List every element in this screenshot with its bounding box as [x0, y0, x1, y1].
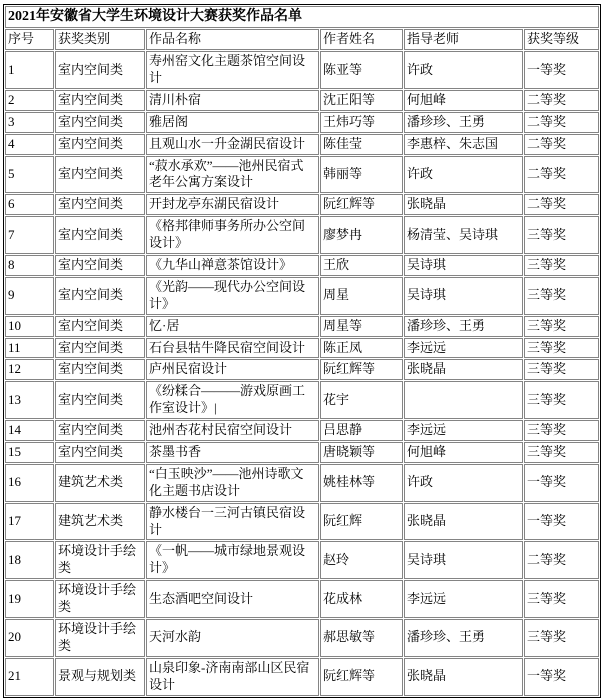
- cell-advisors: [404, 381, 523, 419]
- table-row: [5, 51, 599, 89]
- cell-index: 21: [5, 658, 54, 696]
- table-row: [5, 503, 599, 541]
- cell-authors: 陈佳莹: [320, 134, 403, 155]
- cell-advisors: 吴诗琪: [404, 277, 523, 315]
- cell-index: 11: [5, 338, 54, 359]
- table-row: [5, 420, 599, 441]
- cell-authors: 王炜巧等: [320, 112, 403, 133]
- cell-category: 室内空间类: [55, 442, 145, 463]
- cell-authors: 吕思静: [320, 420, 403, 441]
- table-row: [5, 112, 599, 133]
- table-row: [5, 658, 599, 696]
- cell-work-title: 石台县牯牛降民宿空间设计: [146, 338, 319, 359]
- cell-work-title: 静水楼台一三河古镇民宿设计: [146, 503, 319, 541]
- table-row: [5, 338, 599, 359]
- cell-index: 4: [5, 134, 54, 155]
- table-row: [5, 359, 599, 380]
- table-row: [5, 156, 599, 194]
- table-row: [5, 541, 599, 579]
- cell-work-title: 《一帆——城市绿地景观设计》: [146, 541, 319, 579]
- column-header-index: 序号: [5, 29, 54, 50]
- cell-work-title: 《纷糅合———游戏原画工作室设计》|: [146, 381, 319, 419]
- awards-table: [3, 4, 601, 698]
- table-row: [5, 277, 599, 315]
- cell-category: 环境设计手绘类: [55, 580, 145, 618]
- cell-work-title: 茶墨书香: [146, 442, 319, 463]
- table-row: [5, 464, 599, 502]
- cell-award-level: 二等奖: [524, 194, 599, 215]
- cell-work-title: 山泉印象-济南南部山区民宿设计: [146, 658, 319, 696]
- cell-category: 室内空间类: [55, 255, 145, 276]
- cell-authors: 沈正阳等: [320, 90, 403, 111]
- cell-authors: 阮红辉: [320, 503, 403, 541]
- cell-index: 8: [5, 255, 54, 276]
- cell-award-level: 二等奖: [524, 90, 599, 111]
- cell-work-title: 寿州窑文化主题茶馆空间设计: [146, 51, 319, 89]
- table-row: [5, 255, 599, 276]
- cell-award-level: 二等奖: [524, 112, 599, 133]
- cell-work-title: 池州杏花村民宿空间设计: [146, 420, 319, 441]
- table-row: [5, 90, 599, 111]
- cell-authors: 花成林: [320, 580, 403, 618]
- cell-award-level: 三等奖: [524, 216, 599, 254]
- cell-award-level: 一等奖: [524, 503, 599, 541]
- cell-award-level: 三等奖: [524, 277, 599, 315]
- cell-authors: 王欣: [320, 255, 403, 276]
- cell-authors: 韩丽等: [320, 156, 403, 194]
- cell-index: 17: [5, 503, 54, 541]
- column-header-advisors: 指导老师: [404, 29, 523, 50]
- cell-award-level: 二等奖: [524, 541, 599, 579]
- cell-category: 建筑艺术类: [55, 464, 145, 502]
- cell-category: 室内空间类: [55, 51, 145, 89]
- table-row: [5, 316, 599, 337]
- cell-authors: 赵玲: [320, 541, 403, 579]
- cell-category: 室内空间类: [55, 90, 145, 111]
- table-row: [5, 619, 599, 657]
- cell-work-title: 忆·居: [146, 316, 319, 337]
- cell-authors: 姚桂林等: [320, 464, 403, 502]
- cell-advisors: 吴诗琪: [404, 541, 523, 579]
- cell-advisors: 李远远: [404, 580, 523, 618]
- column-header-authors: 作者姓名: [320, 29, 403, 50]
- cell-advisors: 吴诗琪: [404, 255, 523, 276]
- cell-advisors: 何旭峰: [404, 90, 523, 111]
- cell-work-title: 庐州民宿设计: [146, 359, 319, 380]
- cell-category: 室内空间类: [55, 112, 145, 133]
- cell-category: 室内空间类: [55, 338, 145, 359]
- cell-work-title: 《格邦律师事务所办公空间设计》: [146, 216, 319, 254]
- column-header-category: 获奖类别: [55, 29, 145, 50]
- cell-advisors: 潘珍珍、王勇: [404, 316, 523, 337]
- cell-index: 16: [5, 464, 54, 502]
- header-row: [5, 29, 599, 50]
- cell-award-level: 三等奖: [524, 580, 599, 618]
- cell-work-title: 且观山水一升金湖民宿设计: [146, 134, 319, 155]
- cell-work-title: 雅居阁: [146, 112, 319, 133]
- cell-authors: 周星等: [320, 316, 403, 337]
- cell-advisors: 张晓晶: [404, 359, 523, 380]
- cell-award-level: 三等奖: [524, 442, 599, 463]
- cell-award-level: 三等奖: [524, 359, 599, 380]
- cell-award-level: 三等奖: [524, 255, 599, 276]
- cell-category: 建筑艺术类: [55, 503, 145, 541]
- cell-award-level: 一等奖: [524, 51, 599, 89]
- cell-work-title: 开封龙亭东湖民宿设计: [146, 194, 319, 215]
- cell-category: 室内空间类: [55, 381, 145, 419]
- cell-authors: 廖梦冉: [320, 216, 403, 254]
- awards-table-body: [5, 6, 599, 696]
- cell-index: 6: [5, 194, 54, 215]
- cell-authors: 阮红辉等: [320, 359, 403, 380]
- table-row: [5, 194, 599, 215]
- cell-authors: 陈正凤: [320, 338, 403, 359]
- cell-index: 9: [5, 277, 54, 315]
- cell-index: 20: [5, 619, 54, 657]
- cell-category: 室内空间类: [55, 277, 145, 315]
- cell-index: 13: [5, 381, 54, 419]
- cell-index: 19: [5, 580, 54, 618]
- cell-advisors: 张晓晶: [404, 503, 523, 541]
- cell-authors: 周星: [320, 277, 403, 315]
- cell-award-level: 一等奖: [524, 658, 599, 696]
- table-row: [5, 580, 599, 618]
- cell-award-level: 二等奖: [524, 156, 599, 194]
- cell-award-level: 三等奖: [524, 420, 599, 441]
- cell-category: 室内空间类: [55, 156, 145, 194]
- title-row: [5, 6, 599, 28]
- cell-index: 3: [5, 112, 54, 133]
- cell-advisors: 许政: [404, 156, 523, 194]
- cell-work-title: 清川朴宿: [146, 90, 319, 111]
- cell-advisors: 李惠梓、朱志国: [404, 134, 523, 155]
- cell-index: 12: [5, 359, 54, 380]
- cell-category: 室内空间类: [55, 359, 145, 380]
- cell-work-title: “菽水承欢”——池州民宿式老年公寓方案设计: [146, 156, 319, 194]
- cell-category: 景观与规划类: [55, 658, 145, 696]
- cell-index: 18: [5, 541, 54, 579]
- cell-category: 室内空间类: [55, 134, 145, 155]
- cell-advisors: 张晓晶: [404, 194, 523, 215]
- cell-advisors: 何旭峰: [404, 442, 523, 463]
- cell-advisors: 许政: [404, 464, 523, 502]
- cell-work-title: 生态酒吧空间设计: [146, 580, 319, 618]
- cell-category: 环境设计手绘类: [55, 619, 145, 657]
- cell-authors: 花宇: [320, 381, 403, 419]
- column-header-award-level: 获奖等级: [524, 29, 599, 50]
- cell-category: 室内空间类: [55, 420, 145, 441]
- cell-category: 室内空间类: [55, 194, 145, 215]
- page-title: 2021年安徽省大学生环境设计大赛获奖作品名单: [5, 6, 599, 28]
- cell-advisors: 李远远: [404, 420, 523, 441]
- cell-index: 14: [5, 420, 54, 441]
- cell-advisors: 李远远: [404, 338, 523, 359]
- cell-category: 环境设计手绘类: [55, 541, 145, 579]
- cell-authors: 郝思敏等: [320, 619, 403, 657]
- cell-category: 室内空间类: [55, 316, 145, 337]
- cell-advisors: 张晓晶: [404, 658, 523, 696]
- cell-authors: 阮红辉等: [320, 194, 403, 215]
- cell-index: 10: [5, 316, 54, 337]
- cell-award-level: 二等奖: [524, 134, 599, 155]
- cell-award-level: 三等奖: [524, 619, 599, 657]
- cell-work-title: 《九华山禅意茶馆设计》: [146, 255, 319, 276]
- table-row: [5, 381, 599, 419]
- cell-advisors: 潘珍珍、王勇: [404, 112, 523, 133]
- table-row: [5, 134, 599, 155]
- cell-award-level: 三等奖: [524, 381, 599, 419]
- column-header-work-title: 作品名称: [146, 29, 319, 50]
- cell-authors: 阮红辉等: [320, 658, 403, 696]
- cell-index: 5: [5, 156, 54, 194]
- cell-work-title: “白玉映沙”——池州诗歌文化主题书店设计: [146, 464, 319, 502]
- cell-index: 15: [5, 442, 54, 463]
- cell-authors: 陈亚等: [320, 51, 403, 89]
- cell-index: 2: [5, 90, 54, 111]
- table-row: [5, 442, 599, 463]
- cell-work-title: 天河水韵: [146, 619, 319, 657]
- cell-authors: 唐晓颖等: [320, 442, 403, 463]
- cell-index: 1: [5, 51, 54, 89]
- cell-award-level: 一等奖: [524, 464, 599, 502]
- cell-advisors: 潘珍珍、王勇: [404, 619, 523, 657]
- cell-advisors: 许政: [404, 51, 523, 89]
- cell-category: 室内空间类: [55, 216, 145, 254]
- cell-advisors: 杨清莹、吴诗琪: [404, 216, 523, 254]
- cell-index: 7: [5, 216, 54, 254]
- cell-award-level: 三等奖: [524, 316, 599, 337]
- cell-award-level: 三等奖: [524, 338, 599, 359]
- table-row: [5, 216, 599, 254]
- cell-work-title: 《光韵——现代办公空间设计》: [146, 277, 319, 315]
